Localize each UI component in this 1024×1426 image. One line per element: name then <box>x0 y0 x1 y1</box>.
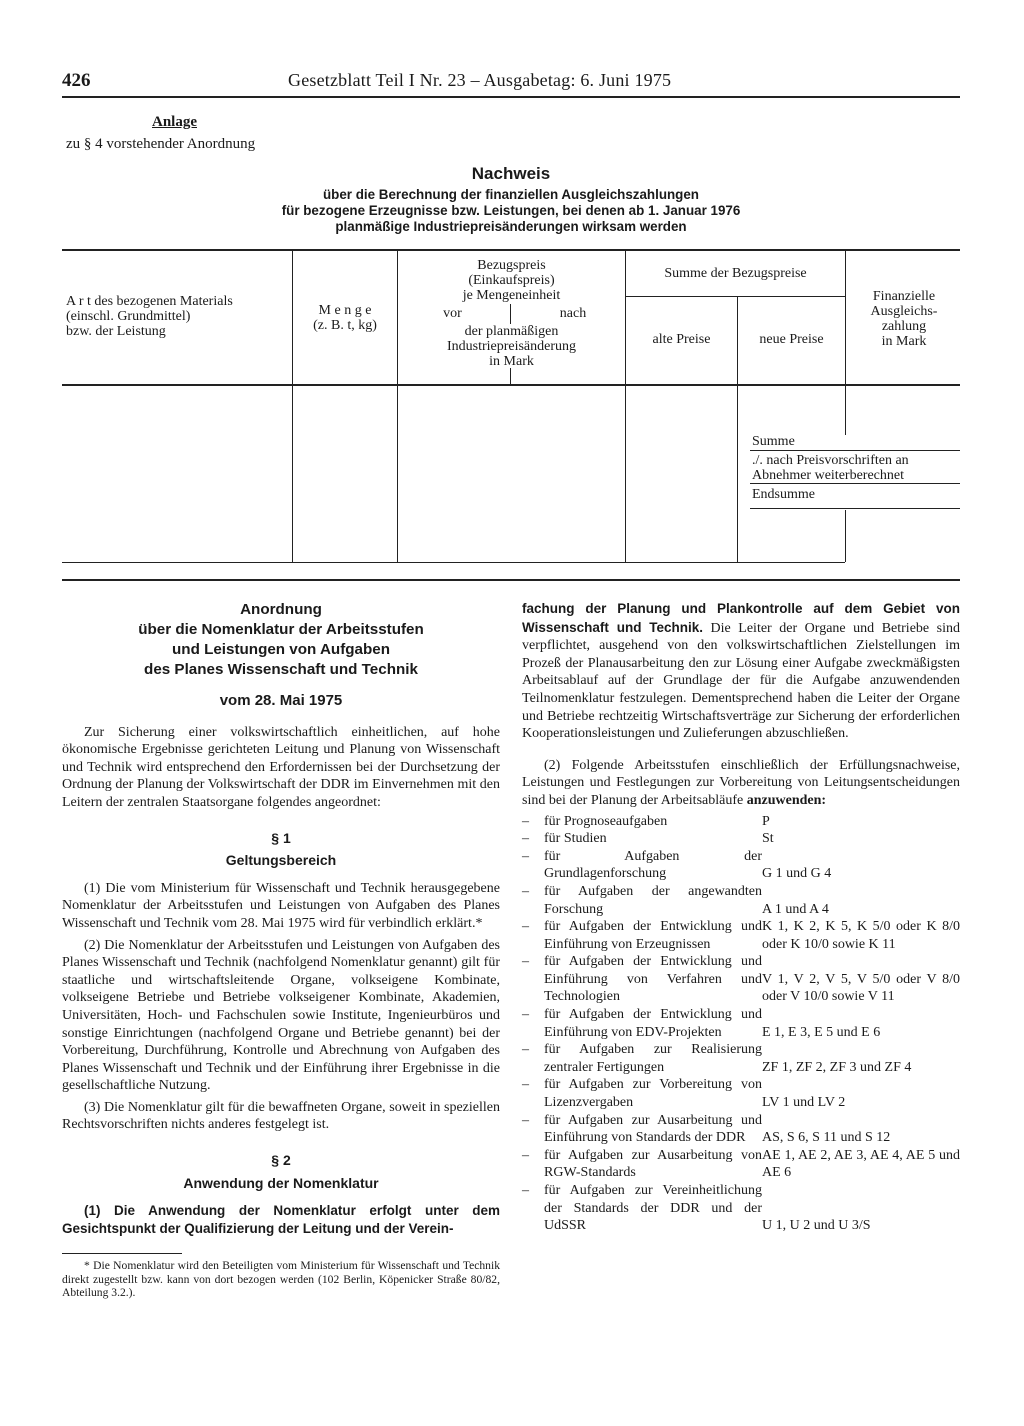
table-bottom-rule <box>62 562 845 563</box>
summary-rule <box>750 450 960 451</box>
right-para-2-text: (2) Folgende Arbeitsstufen einschließlich der Erfüllungsnachweise, Leistungen und Festlegungen zur Vorbereitung von Leitungsentscheidungen sind bei der Planung der Arbeitsabläufe <box>522 757 960 808</box>
list-item: – für Aufgaben zur Vereinheitlichung der Standards der DDR und der UdSSR U 1, U 2 und U 3/S <box>522 1183 871 1234</box>
summary-abzug-line-1: ./. nach Preisvorschriften an <box>752 453 909 468</box>
list-item: – für Aufgaben der Entwicklung und Einführung von EDV-Projekten E 1, E 3, E 5 und E 6 <box>522 1007 881 1040</box>
table-col-divider <box>845 510 846 562</box>
section-separator <box>62 579 960 581</box>
section-1-title: Geltungsbereich <box>225 852 337 869</box>
list-item: – für Aufgaben zur Vorbereitung von Lizenzvergaben LV 1 und LV 2 <box>522 1077 846 1111</box>
nachweis-line-3: planmäßige Industriepreisänderungen wirksam werden <box>335 219 687 234</box>
nachweis-subtitle <box>62 187 960 235</box>
right-para-1 <box>522 600 960 743</box>
table-header-alte-preise: alte Preise <box>652 332 711 347</box>
right-para-1-bold: fachung der Planung und Plankontrolle auf dem Gebiet von Wissenschaft und Technik. <box>522 601 960 635</box>
right-column <box>522 600 960 1235</box>
left-column <box>62 600 500 1300</box>
anlage-heading: Anlage <box>152 114 197 130</box>
anlage-subtitle: zu § 4 vorstehender Anordnung <box>66 136 256 152</box>
preamble: Zur Sicherung einer volkswirtschaftlich einheitlichen, auf hohe ökonomische Ergebnisse gerichteten Leitung und Planung von Wissenschaft und Technik wird entsprechend den Erfordernissen bei der Durchsetzung der Ordnung der Planung der Volkswirtschaft der DDR im Einvernehmen mit den Leitern der zentralen Staatsorgane folgendes angeordnet: <box>62 724 500 810</box>
section-1-para-3: (3) Die Nomenklatur gilt für die bewaffneten Organe, soweit in speziellen Rechtsvorschriften nichts anderes festgelegt ist. <box>62 1099 500 1133</box>
section-2-para-1: (1) Die Anwendung der Nomenklatur erfolgt unter dem Gesichtspunkt der Qualifizierung der Leitung und der Verein- <box>62 1203 500 1236</box>
list-item: – für Aufgaben zur Ausarbeitung und Einführung von Standards der DDR AS, S 6, S 11 und S 12 <box>522 1112 891 1146</box>
right-para-1-text: Die Leiter der Organe und Betriebe sind verpflichtet, ausgehend von den volkswirtschaftlichen Zielstellungen im Prozeß der Planausarbeitung den zur Lösung einer Aufgabe zweckmäßigsten Arbeitsablauf auf der Grundlage der für die Aufgabe anzuwendenden Teilnomenklatur festzulegen. Dementsprechend haben die Leiter der Organe und Betriebe rechtzeitig Wirtschaftsverträge zur Sicherung der erforderlichen Kooperationsleistungen und Zulieferungen abzuschließen. <box>522 620 960 742</box>
page-number: 426 <box>62 70 91 91</box>
table-header-vor: vor <box>443 306 462 321</box>
section-1-para-2: (2) Die Nomenklatur der Arbeitsstufen und Leistungen von Aufgaben des Planes Wissenschaft und Technik (nachfolgend Nomenklatur genannt) gilt für staatliche und wirtschaftsleitende Organe, volkseigene Kombinate, volkseigene Betriebe und Betriebe volkseigener Kombinate, Akademien, Universitäten, Hoch- und Fachschulen sowie Institute, Ingenieurbüros und sonstige Einrichtungen (nachfolgend Organe und Betriebe genannt) bei der Vorbereitung, Durchführung, Kontrolle und Abrechnung von Aufgaben des Planes Wissenschaft und Technik und der Einführung ihrer Ergebnisse in die gesellschaftliche Nutzung. <box>62 937 500 1094</box>
table-header-ausgleichszahlung: Finanzielle Ausgleichs- zahlung in Mark <box>870 289 938 349</box>
table-header-menge: M e n g e (z. B. t, kg) <box>313 303 377 333</box>
list-item: – für Studien St <box>522 831 774 847</box>
nachweis-line-2: für bezogene Erzeugnisse bzw. Leistungen, bei denen ab 1. Januar 1976 <box>281 203 741 218</box>
gazette-header-title: Gesetzblatt Teil I Nr. 23 – Ausgabetag: 6. Juni 1975 <box>288 70 672 90</box>
table-vor-nach-divider <box>510 368 511 384</box>
summary-endsumme: Endsumme <box>752 487 815 502</box>
footnote-rule <box>62 1253 182 1254</box>
table-top-rule <box>62 249 960 251</box>
table-header-rule <box>62 384 960 386</box>
summary-rule <box>750 508 960 509</box>
list-item: – für Aufgaben zur Realisierung zentraler Fertigungen ZF 1, ZF 2, ZF 3 und ZF 4 <box>522 1042 912 1075</box>
list-item: – für Aufgaben der angewandten Forschung A 1 und A 4 <box>522 883 829 917</box>
arbeitsstufen-list <box>522 813 960 1235</box>
footnote: * Die Nomenklatur wird den Beteiligten vom Ministerium für Wissenschaft und Technik direkt zugestellt bzw. kann von dort bezogen werden (102 Berlin, Köpenicker Straße 80/82, Abteilung 3.2.). <box>62 1259 500 1300</box>
nachweis-line-1: über die Berechnung der finanziellen Ausgleichszahlungen <box>323 187 699 202</box>
header-rule <box>62 96 960 98</box>
list-item: – für Aufgaben zur Ausarbeitung von RGW-Standards AE 1, AE 2, AE 3, AE 4, AE 5 und AE 6 <box>522 1147 960 1181</box>
table-col-divider <box>292 250 293 562</box>
anordnung-title: Anordnung über die Nomenklatur der Arbeitsstufen und Leistungen von Aufgaben des Planes Wissenschaft und Technik <box>138 601 424 678</box>
right-para-2-bold: anzuwenden: <box>746 792 827 808</box>
table-header-nach: nach <box>559 306 587 321</box>
list-item: – für Prognoseaufgaben P <box>522 813 770 829</box>
summary-abzug-line-2: Abnehmer weiterberechnet <box>752 468 904 483</box>
nachweis-title: Nachweis <box>471 164 551 183</box>
right-para-2 <box>522 757 960 810</box>
section-1-number: § 1 <box>271 829 291 846</box>
section-2-title: Anwendung der Nomenklatur <box>183 1174 379 1191</box>
summary-rule <box>750 483 960 484</box>
list-item: – für Aufgaben der Entwicklung und Einführung von Erzeugnissen K 1, K 2, K 5, K 5/0 oder K 8/0 oder K 10/0 sowie K 11 <box>522 919 960 952</box>
table-header-summe-bezugspreise: Summe der Bezugspreise <box>664 266 807 281</box>
table-subheader-rule <box>625 296 845 297</box>
table-header-preisaenderung: der planmäßigen Industriepreisänderung in Mark <box>446 324 577 369</box>
list-item: – für Aufgaben der Entwicklung und Einführung von Verfahren und Technologien V 1, V 2, V 5, V 5/0 oder V 8/0 oder V 10/0 sowie V 11 <box>522 954 960 1005</box>
list-item: – für Aufgaben der Grundlagenforschung G 1 und G 4 <box>522 848 832 882</box>
summary-summe: Summe <box>752 434 795 449</box>
table-vor-nach-divider <box>510 304 511 324</box>
section-1-para-1: (1) Die vom Ministerium für Wissenschaft und Technik herausgegebene Nomenklatur der Arbeitsstufen und Leistungen von Aufgaben des Planes Wissenschaft und Technik vom 28. Mai 1975 wird für verbindlich erklärt.* <box>62 880 500 931</box>
table-col-divider <box>845 250 846 435</box>
anordnung-date: vom 28. Mai 1975 <box>219 692 343 709</box>
section-2-number: § 2 <box>271 1152 291 1169</box>
table-header-neue-preise: neue Preise <box>759 332 824 347</box>
table-header-material: A r t des bezogenen Materials (einschl. Grundmittel) bzw. der Leistung <box>66 294 233 339</box>
table-header-bezugspreis: Bezugspreis (Einkaufspreis) je Mengeneinheit <box>462 258 561 303</box>
